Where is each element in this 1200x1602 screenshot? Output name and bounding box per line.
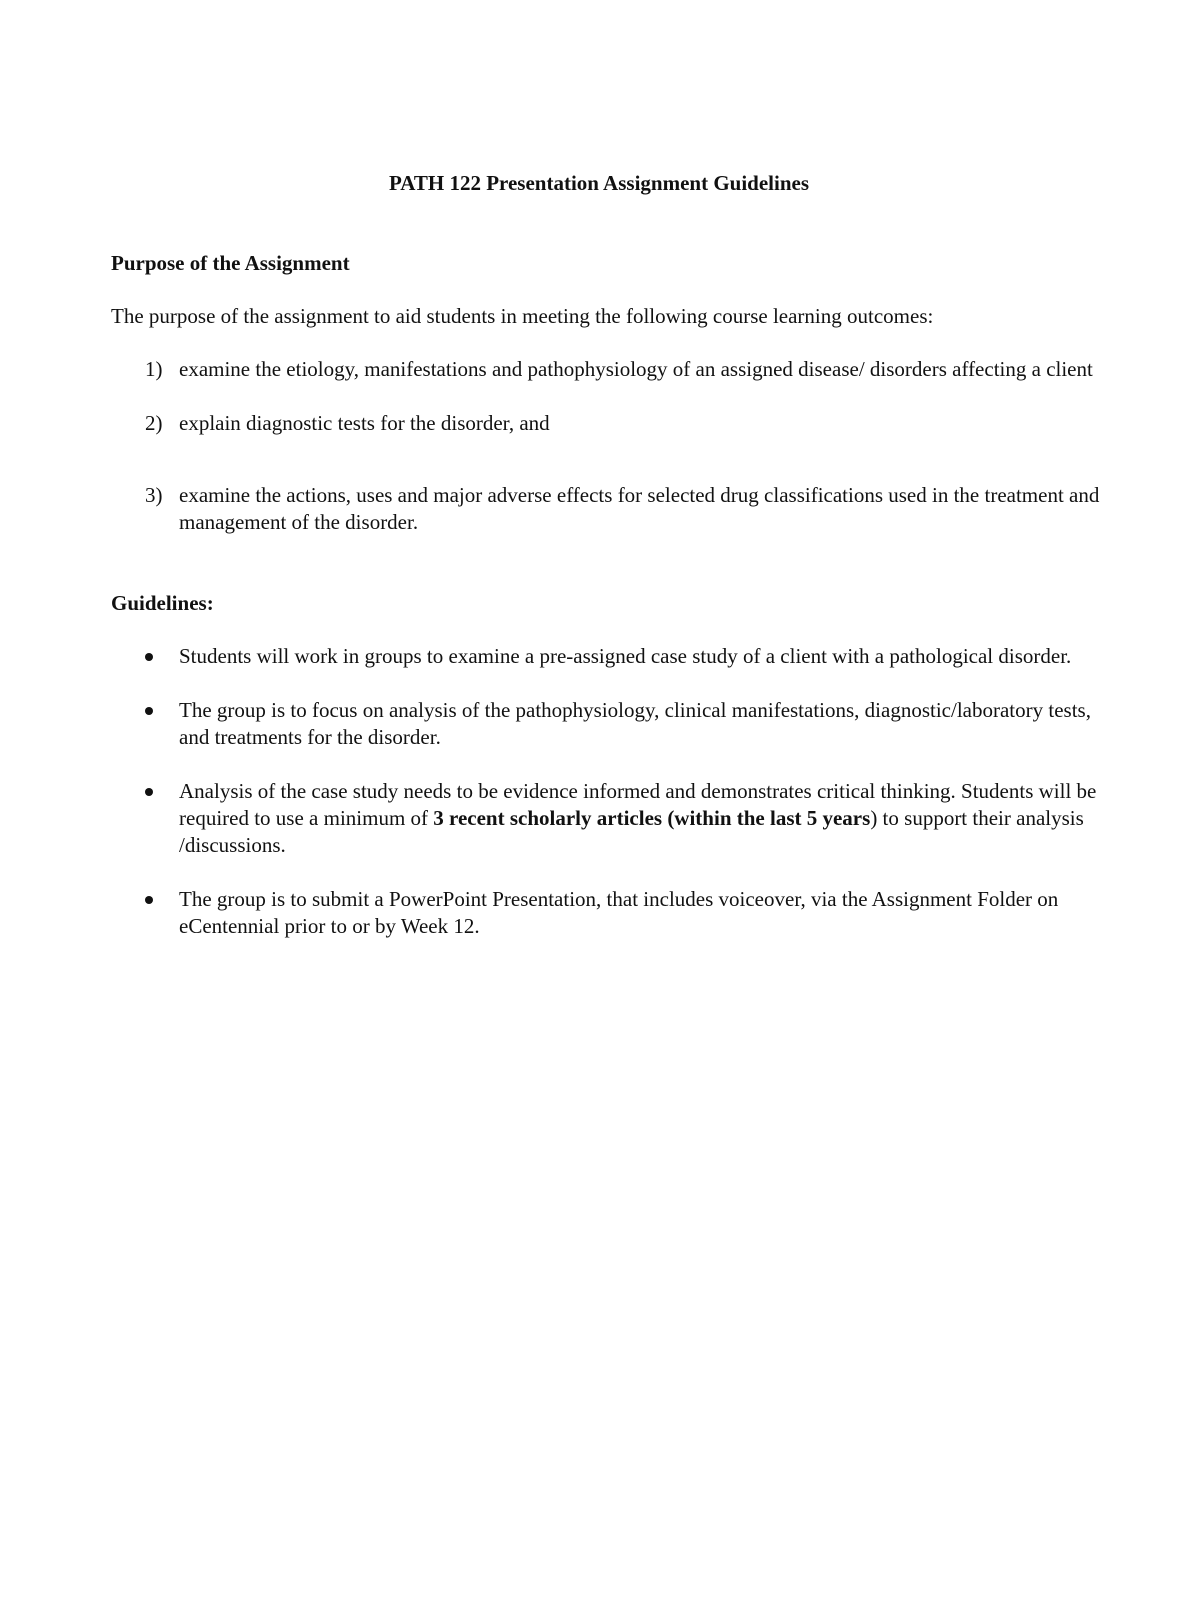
guidelines-heading: Guidelines: xyxy=(111,591,214,615)
guideline-text: The group is to submit a PowerPoint Presentation, that includes voiceover, via the Assignment Folder on eCentennial prior to or by Week 12. xyxy=(179,887,1059,938)
guideline-text-part: ) to support their analysis /discussions. xyxy=(179,806,1084,857)
purpose-heading: Purpose of the Assignment xyxy=(111,251,350,275)
outcome-number: 3) xyxy=(145,483,163,507)
outcome-item xyxy=(111,410,1111,437)
bullet-icon xyxy=(145,896,153,904)
outcome-item xyxy=(111,356,1111,383)
outcome-item xyxy=(111,482,1111,536)
bullet-icon xyxy=(145,788,153,796)
outcome-text: examine the actions, uses and major adverse effects for selected drug classifications used in the treatment and management of the disorder. xyxy=(179,483,1100,534)
outcome-text: explain diagnostic tests for the disorder, and xyxy=(179,411,550,435)
guideline-item xyxy=(111,886,1111,940)
learning-outcomes-list xyxy=(111,356,1111,536)
document-title: PATH 122 Presentation Assignment Guidelines xyxy=(388,171,810,195)
outcome-number: 1) xyxy=(145,357,163,381)
guideline-item xyxy=(111,643,1111,670)
guideline-text: The group is to focus on analysis of the pathophysiology, clinical manifestations, diagnostic/laboratory tests, and treatments for the disorder. xyxy=(179,698,1091,749)
purpose-intro: The purpose of the assignment to aid students in meeting the following course learning outcomes: xyxy=(111,304,934,328)
guidelines-list xyxy=(111,643,1111,940)
guideline-item xyxy=(111,778,1111,859)
outcome-number: 2) xyxy=(145,411,163,435)
bullet-icon xyxy=(145,707,153,715)
guideline-text-part: Analysis of the case study needs to be evidence informed and demonstrates critical thinking. Students will be required to use a minimum of xyxy=(179,779,1097,830)
guideline-item xyxy=(111,697,1111,751)
document-body xyxy=(111,170,1111,967)
outcome-text: examine the etiology, manifestations and pathophysiology of an assigned disease/ disorders affecting a client xyxy=(179,357,1093,381)
bullet-icon xyxy=(145,653,153,661)
guideline-text: Students will work in groups to examine a pre-assigned case study of a client with a pathological disorder. xyxy=(179,644,1072,668)
guideline-emphasis: 3 recent scholarly articles (within the last 5 years xyxy=(433,806,871,830)
